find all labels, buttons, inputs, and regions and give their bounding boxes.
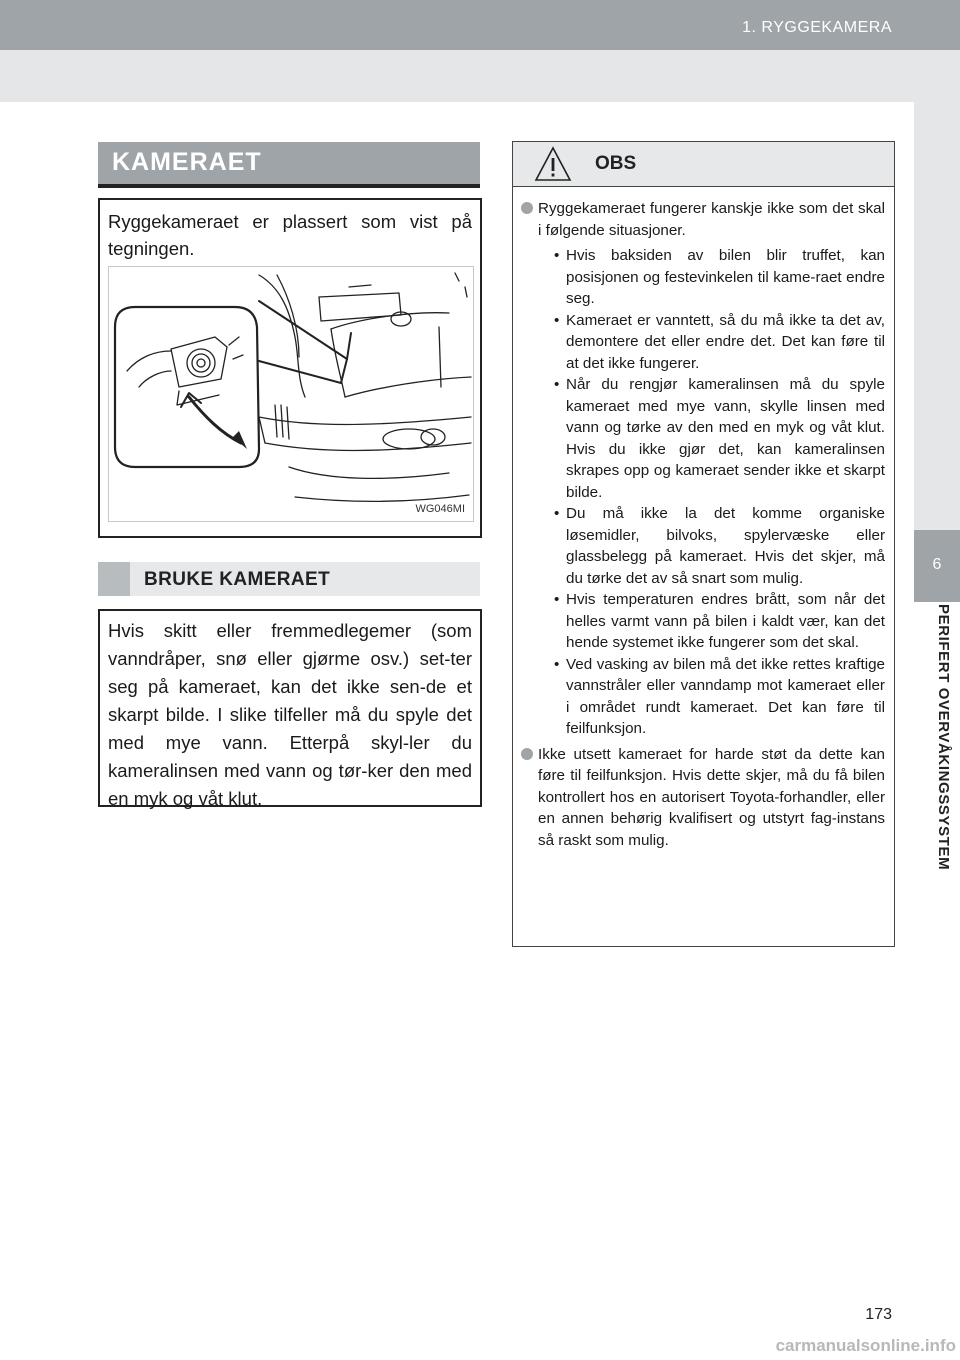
dot-icon: • <box>554 505 560 522</box>
camera-location-box <box>98 198 482 538</box>
notice-subitem-text: Du må ikke la det komme organiske løsemidler, bilvoks, spylervæske eller glassbelegg på kameraet. Hvis det skjer, må du tørke det av så snart som mulig. <box>566 505 885 587</box>
camera-location-text: Ryggekameraet er plassert som vist på tegningen. <box>108 211 472 259</box>
notice-box <box>512 141 895 947</box>
notice-subitem <box>538 245 885 310</box>
notice-subitem-text: Når du rengjør kameralinsen må du spyle kameraet med mye vann, skylle linsen med vann og tørke av den med en myk og våt klut. Hvis du ikke gjør det, kan kameralinsen skrapes opp og kameraet sender ikke et skarpt bilde. <box>566 376 885 501</box>
notice-subitem-text: Kameraet er vanntett, så du må ikke ta det av, demontere det eller endre det. Det kan føre til at det ikke fungerer. <box>566 311 885 372</box>
header-bar <box>0 0 960 50</box>
chapter-title: 1. RYGGEKAMERA <box>742 19 892 36</box>
section-heading-camera-text: KAMERAET <box>112 148 262 176</box>
chapter-number: 6 <box>932 556 942 573</box>
header-strip <box>0 50 960 102</box>
notice-subitem <box>538 374 885 503</box>
dot-icon: • <box>554 591 560 608</box>
notice-subitem-text: Ved vasking av bilen må det ikke rettes kraftige vannstråler eller vanndamp mot kameraet eller i området rundt kameraet. Det kan føre til feilfunksjon. <box>566 655 885 737</box>
notice-header <box>513 142 894 187</box>
side-tab-top <box>914 102 960 530</box>
notice-item <box>521 744 885 852</box>
notice-sublist <box>538 245 885 740</box>
chapter-label: PERIFERT OVERVÅKINGSSYSTEM <box>935 604 952 871</box>
page-number: 173 <box>865 1306 892 1323</box>
dot-icon: • <box>554 311 560 329</box>
use-camera-text: Hvis skitt eller fremmedlegemer (som vanndråper, snø eller gjørme osv.) set-ter seg på kameraet, kan det ikke sen-de et skarpt bilde. I slike tilfeller må du spyle det med mye vann. Etterpå skyl-ler du kameralinsen med vann og tør-ker den med en myk og våt klut. <box>108 620 472 809</box>
camera-illustration <box>108 266 474 522</box>
notice-item-text: Ikke utsett kameraet for harde støt da dette kan føre til feilfunksjon. Hvis dette skjer, må du få bilen kontrollert hos en autorisert Toyota-forhandler, eller en annen behørig kvalifisert og utstyrt fag-instans så raskt som mulig. <box>538 745 885 849</box>
warning-triangle-icon <box>533 144 573 189</box>
heading-accent-block <box>98 562 130 596</box>
section-heading-use-text: BRUKE KAMERAET <box>144 569 331 590</box>
dot-icon: • <box>554 247 560 264</box>
notice-label: OBS <box>595 153 637 174</box>
notice-subitem <box>538 589 885 654</box>
dot-icon: • <box>554 376 560 393</box>
section-heading-use <box>98 562 480 596</box>
notice-item-text: Ryggekameraet fungerer kanskje ikke som det skal i følgende situasjoner. <box>538 200 885 239</box>
side-tab-number-box <box>914 530 960 602</box>
section-heading-camera <box>98 142 480 188</box>
dot-icon: • <box>554 655 560 673</box>
bullet-icon <box>521 202 533 214</box>
figure-code: WG046MI <box>415 503 465 515</box>
footer-watermark: carmanualsonline.info <box>775 1336 956 1355</box>
notice-subitem <box>538 654 885 740</box>
notice-subitem <box>538 310 885 375</box>
notice-item <box>521 198 885 740</box>
use-camera-box <box>98 609 482 807</box>
notice-body <box>521 198 885 855</box>
bullet-icon <box>521 748 533 760</box>
notice-subitem-text: Hvis temperaturen endres brått, som når det helles varmt vann på bilen i kaldt vær, kan det hende systemet ikke fungerer som det skal. <box>566 591 885 651</box>
notice-subitem <box>538 503 885 589</box>
car-rear-camera-drawing <box>109 267 473 521</box>
notice-subitem-text: Hvis baksiden av bilen blir truffet, kan posisjonen og festevinkelen til kame-raet endre seg. <box>566 247 885 307</box>
